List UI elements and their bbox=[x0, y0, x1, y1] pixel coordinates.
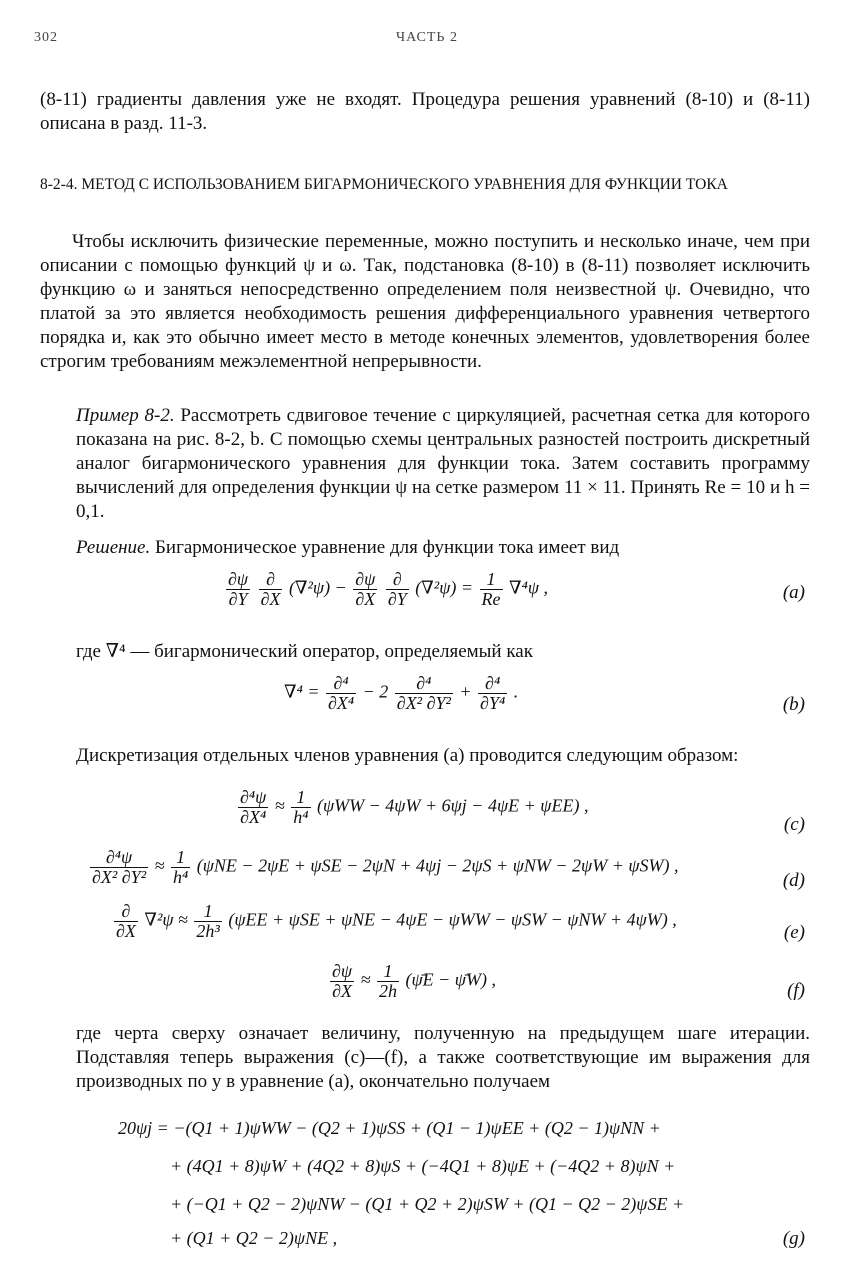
laplacian-approx: ∇²ψ ≈ bbox=[144, 909, 188, 930]
frac-d4-dX4: $\frac{\text{∂⁴}}{\text{∂X⁴}}$ bbox=[327, 673, 355, 713]
running-head: ЧАСТЬ 2 bbox=[396, 30, 458, 45]
approx-sign: ≈ bbox=[154, 855, 165, 876]
equation-d bbox=[88, 848, 679, 887]
frac-d4psi-dX2dY2: $\frac{\text{∂⁴ψ}}{\text{∂X² ∂Y²}}$ bbox=[92, 847, 147, 887]
equation-g-line1: 20ψj = −(Q1 + 1)ψWW − (Q2 + 1)ψSS + (Q1 − 1)ψEE + (Q2 − 1)ψNN + bbox=[118, 1118, 661, 1138]
bar-explanation-text: где черта сверху означает величину, полученную на предыдущем шаге итерации. Подставляя теперь выражения (c)—(f), а также соответствующие им выражения для производных по y в уравнение (a), окончательно получаем bbox=[76, 1023, 810, 1092]
equation-tag-b: (b) bbox=[782, 694, 805, 715]
frac-d-dX: $\frac{\partial}{\partial X}$ bbox=[116, 901, 136, 941]
frac-dpsi-dX: $\frac{\partial\psi}{\partial X}$ bbox=[355, 569, 376, 609]
frac-d4psi-dX4: $\frac{\text{∂⁴ψ}}{\text{∂X⁴}}$ bbox=[240, 787, 267, 827]
rhs-e: (ψEE + ψSE + ψNE − 4ψE − ψWW − ψSW − ψNW + 4ψW) , bbox=[228, 909, 677, 930]
example-paragraph bbox=[76, 404, 810, 524]
equation-a bbox=[224, 570, 548, 609]
rhs-d: (ψNE − 2ψE + ψSE − 2ψN + 4ψj − 2ψS + ψNW − 2ψW + ψSW) , bbox=[196, 855, 679, 876]
term-biharmonic: ∇⁴ψ , bbox=[509, 577, 549, 598]
solution-text: Бигармоническое уравнение для функции тока имеет вид bbox=[155, 537, 620, 558]
rhs-f: (ψ̄E − ψ̄W) , bbox=[405, 969, 496, 990]
minus-two: − 2 bbox=[362, 681, 389, 702]
equation-e bbox=[112, 902, 677, 941]
frac-d4-dY4: $\frac{\text{∂⁴}}{\text{∂Y⁴}}$ bbox=[480, 673, 506, 713]
paragraph-method: Чтобы исключить физические переменные, можно поступить и несколько иначе, чем при описании с помощью функций ψ и ω. Так, подстановка (8-10) в (8-11) позволяет исключить функцию ω и заняться непосредственно определением поля неизвестной ψ. Очевидно, что платой за это является необходимость решения дифференциального уравнения четвертого порядка и, как это обычно имеет место в методе конечных элементов, удовлетворения более строгим требованиям межэлементной непрерывности. bbox=[40, 231, 810, 372]
frac-1-h4: $\frac{1}{\text{h⁴}}$ bbox=[172, 847, 189, 887]
where-nabla-text: где ∇⁴ — бигармонический оператор, определяемый как bbox=[76, 641, 533, 662]
approx-sign: ≈ bbox=[274, 795, 285, 816]
period: . bbox=[513, 681, 519, 702]
frac-1-h4: $\frac{1}{\text{h⁴}}$ bbox=[293, 787, 309, 827]
example-label: Пример 8-2. bbox=[76, 405, 175, 426]
term-laplacian-2: (∇²ψ) = bbox=[415, 577, 474, 598]
rhs-c: (ψWW − 4ψW + 6ψj − 4ψE + ψEE) , bbox=[317, 795, 589, 816]
paragraph-intro: (8-11) градиенты давления уже не входят. Процедура решения уравнений (8-10) и (8-11) описана в разд. 11-3. bbox=[40, 89, 810, 134]
example-text: Рассмотреть сдвиговое течение с циркуляцией, расчетная сетка для которого показана на рис. 8-2, b. С помощью схемы центральных разностей построить дискретный аналог бигармонического уравнения для функции тока. Затем составить программу вычислений для определения функции ψ на сетке размером 11 × 11. Принять Re = 10 и h = 0,1. bbox=[76, 405, 810, 522]
discretization-text: Дискретизация отдельных членов уравнения (a) проводится следующим образом: bbox=[76, 745, 739, 766]
equation-g-line4: + (Q1 + Q2 − 2)ψNE , bbox=[170, 1228, 338, 1248]
equation-tag-a: (a) bbox=[782, 582, 805, 603]
solution-paragraph bbox=[76, 536, 810, 560]
frac-1-2h3: $\frac{1}{\text{2h³}}$ bbox=[196, 901, 220, 941]
frac-1-Re: $\frac{1}{Re}$ bbox=[481, 569, 501, 609]
frac-1-2h: $\frac{1}{2h}$ bbox=[378, 961, 397, 1001]
equation-tag-f: (f) bbox=[787, 980, 805, 1001]
equation-g-line2: + (4Q1 + 8)ψW + (4Q2 + 8)ψS + (−4Q1 + 8)ψE + (−4Q2 + 8)ψN + bbox=[170, 1156, 676, 1176]
section-title: 8-2-4. МЕТОД С ИСПОЛЬЗОВАНИЕМ БИГАРМОНИЧЕСКОГО УРАВНЕНИЯ ДЛЯ ФУНКЦИИ ТОКА bbox=[40, 176, 728, 193]
equation-c bbox=[236, 788, 588, 827]
equation-tag-e: (e) bbox=[783, 922, 805, 943]
equation-tag-g: (g) bbox=[782, 1228, 805, 1249]
equation-tag-c: (c) bbox=[783, 814, 805, 835]
solution-label: Решение. bbox=[76, 537, 151, 558]
approx-sign: ≈ bbox=[360, 969, 371, 990]
frac-d4-dX2dY2: $\frac{\text{∂⁴}}{\text{∂X² ∂Y²}}$ bbox=[396, 673, 451, 713]
frac-dpsi-dY: $\frac{\partial\psi}{\partial Y}$ bbox=[228, 569, 249, 609]
frac-d-dY: $\frac{\partial}{\partial Y}$ bbox=[387, 569, 407, 609]
plus-sign: + bbox=[459, 681, 472, 702]
nabla4-lhs: ∇⁴ = bbox=[284, 681, 320, 702]
frac-d-dX: $\frac{\partial}{\partial X}$ bbox=[260, 569, 281, 609]
frac-dpsi-dX: $\frac{\partial\psi}{\partial X}$ bbox=[332, 961, 353, 1001]
page-number: 302 bbox=[34, 30, 58, 45]
equation-tag-d: (d) bbox=[782, 870, 805, 891]
term-laplacian-1: (∇²ψ) − bbox=[288, 577, 347, 598]
equation-g-line3: + (−Q1 + Q2 − 2)ψNW − (Q1 + Q2 + 2)ψSW + (Q1 − Q2 − 2)ψSE + bbox=[170, 1194, 685, 1214]
equation-b bbox=[284, 674, 518, 713]
equation-f bbox=[328, 962, 496, 1001]
